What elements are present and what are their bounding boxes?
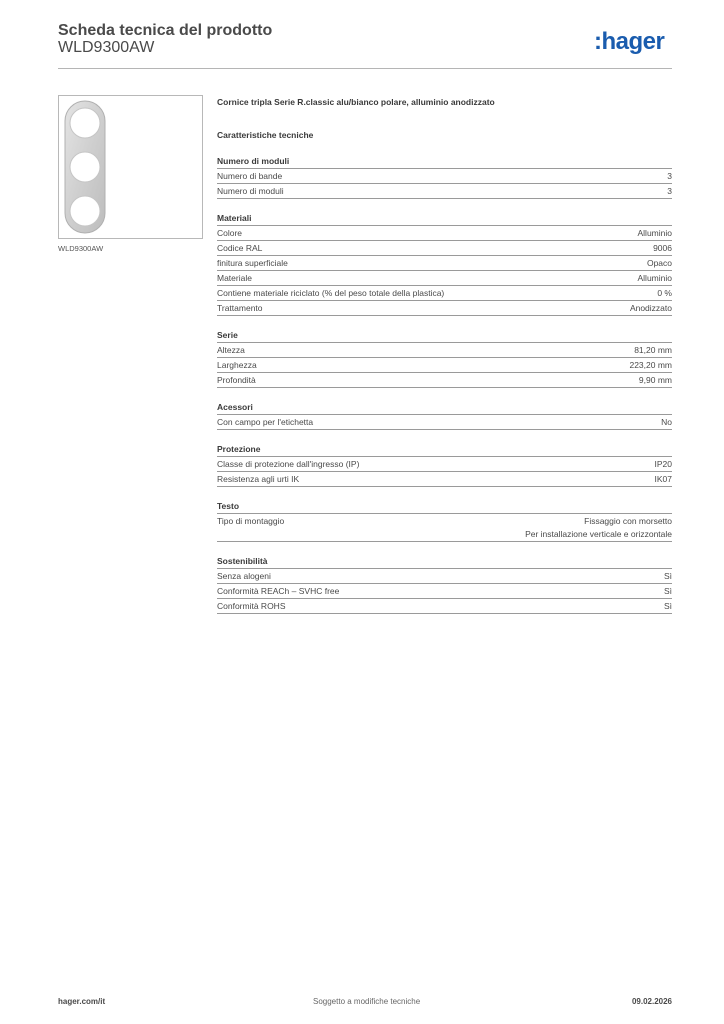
- spec-value: [525, 515, 672, 541]
- product-code: WLD9300AW: [58, 39, 155, 56]
- spec-label: Altezza: [217, 344, 245, 355]
- section-caption: Caratteristiche tecniche: [217, 130, 314, 140]
- spec-value: [638, 227, 673, 240]
- spec-row: [217, 241, 672, 256]
- spec-value-line: Per installazione verticale e orizzontale: [525, 528, 672, 539]
- spec-value: [639, 374, 672, 387]
- spec-group-title: Protezione: [217, 443, 672, 457]
- spec-value-line: Anodizzato: [629, 302, 672, 313]
- spec-row: [217, 373, 672, 388]
- spec-value-line: 3: [667, 185, 672, 196]
- spec-row: [217, 457, 672, 472]
- spec-value-line: Sì: [663, 570, 672, 581]
- footer-disclaimer: Soggetto a modifiche tecniche: [313, 997, 421, 1006]
- spec-label: Senza alogeni: [217, 570, 271, 581]
- spec-value-line: 0 %: [657, 287, 672, 298]
- spec-value: [664, 570, 672, 583]
- spec-group-title: Numero di moduli: [217, 155, 672, 169]
- spec-label: Conformità REACh – SVHC free: [217, 585, 340, 596]
- spec-value: [664, 600, 672, 613]
- spec-label: Colore: [217, 227, 243, 238]
- spec-label: finitura superficiale: [217, 257, 288, 268]
- spec-row: [217, 301, 672, 316]
- spec-value: [629, 359, 672, 372]
- spec-value-line: No: [661, 416, 672, 427]
- spec-group: [217, 329, 672, 388]
- product-image: [58, 95, 203, 239]
- spec-value-line: IK07: [654, 473, 672, 484]
- triple-frame-image: [59, 96, 202, 238]
- spec-value-line: Fissaggio con morsetto: [584, 515, 672, 526]
- spec-group: [217, 212, 672, 316]
- spec-label: Conformità ROHS: [217, 600, 286, 611]
- spec-value: [667, 170, 672, 183]
- footer-website[interactable]: hager.com/it: [58, 997, 106, 1006]
- spec-row: [217, 226, 672, 241]
- spec-group: [217, 555, 672, 614]
- spec-value-line: Sì: [663, 585, 672, 596]
- spec-value: [657, 287, 672, 300]
- spec-row: [217, 184, 672, 199]
- spec-group-title: Sostenibilità: [217, 555, 672, 569]
- spec-value: [664, 585, 672, 598]
- spec-value: [655, 458, 673, 471]
- spec-group: [217, 443, 672, 487]
- spec-row: [217, 599, 672, 614]
- spec-group-title: Acessori: [217, 401, 672, 415]
- spec-label: Codice RAL: [217, 242, 263, 253]
- spec-label: Trattamento: [217, 302, 263, 313]
- spec-label: Numero di bande: [217, 170, 283, 181]
- spec-row: [217, 415, 672, 430]
- spec-group-title: Serie: [217, 329, 672, 343]
- spec-value: [655, 473, 673, 486]
- spec-content: [217, 96, 672, 614]
- spec-value-line: IP20: [654, 458, 672, 469]
- spec-value-line: 9,90 mm: [638, 374, 672, 385]
- spec-row: [217, 569, 672, 584]
- header-divider: [58, 68, 672, 69]
- spec-groups: [217, 155, 672, 614]
- footer-date: 09.02.2026: [631, 997, 672, 1006]
- spec-row: [217, 472, 672, 487]
- spec-row: [217, 271, 672, 286]
- spec-row: [217, 256, 672, 271]
- spec-row: [217, 343, 672, 358]
- spec-row: [217, 169, 672, 184]
- spec-label: Resistenza agli urti IK: [217, 473, 300, 484]
- spec-value-line: 9006: [653, 242, 672, 253]
- image-caption: WLD9300AW: [58, 244, 104, 253]
- spec-label: Con campo per l'etichetta: [217, 416, 314, 427]
- spec-group-title: Testo: [217, 500, 672, 514]
- spec-label: Classe di protezione dall'ingresso (IP): [217, 458, 360, 469]
- spec-label: Numero di moduli: [217, 185, 284, 196]
- spec-group: [217, 500, 672, 542]
- spec-group-title: Materiali: [217, 212, 672, 226]
- spec-value-line: Alluminio: [637, 227, 672, 238]
- spec-value: [647, 257, 672, 270]
- spec-value: [653, 242, 672, 255]
- spec-row: [217, 514, 672, 542]
- spec-value: [638, 272, 673, 285]
- spec-label: Tipo di montaggio: [217, 515, 285, 526]
- spec-value: [634, 344, 672, 357]
- spec-label: Larghezza: [217, 359, 257, 370]
- spec-row: [217, 358, 672, 373]
- spec-value-line: Alluminio: [637, 272, 672, 283]
- spec-value: [630, 302, 672, 315]
- spec-label: Contiene materiale riciclato (% del peso totale della plastica): [217, 287, 445, 298]
- spec-label: Materiale: [217, 272, 252, 283]
- spec-value: [667, 185, 672, 198]
- spec-value: [661, 416, 672, 429]
- spec-value-line: 3: [667, 170, 672, 181]
- spec-value-line: 81,20 mm: [634, 344, 672, 355]
- spec-row: [217, 286, 672, 301]
- spec-group: [217, 401, 672, 430]
- hager-logo: :hager: [594, 28, 665, 55]
- product-description: Cornice tripla Serie R.classic alu/bianco polare, alluminio anodizzato: [217, 97, 495, 107]
- spec-value-line: 223,20 mm: [629, 359, 672, 370]
- spec-label: Profondità: [217, 374, 256, 385]
- spec-group: [217, 155, 672, 199]
- spec-value-line: Opaco: [646, 257, 672, 268]
- page-title: Scheda tecnica del prodotto: [58, 22, 273, 39]
- spec-value-line: Sì: [663, 600, 672, 611]
- spec-row: [217, 584, 672, 599]
